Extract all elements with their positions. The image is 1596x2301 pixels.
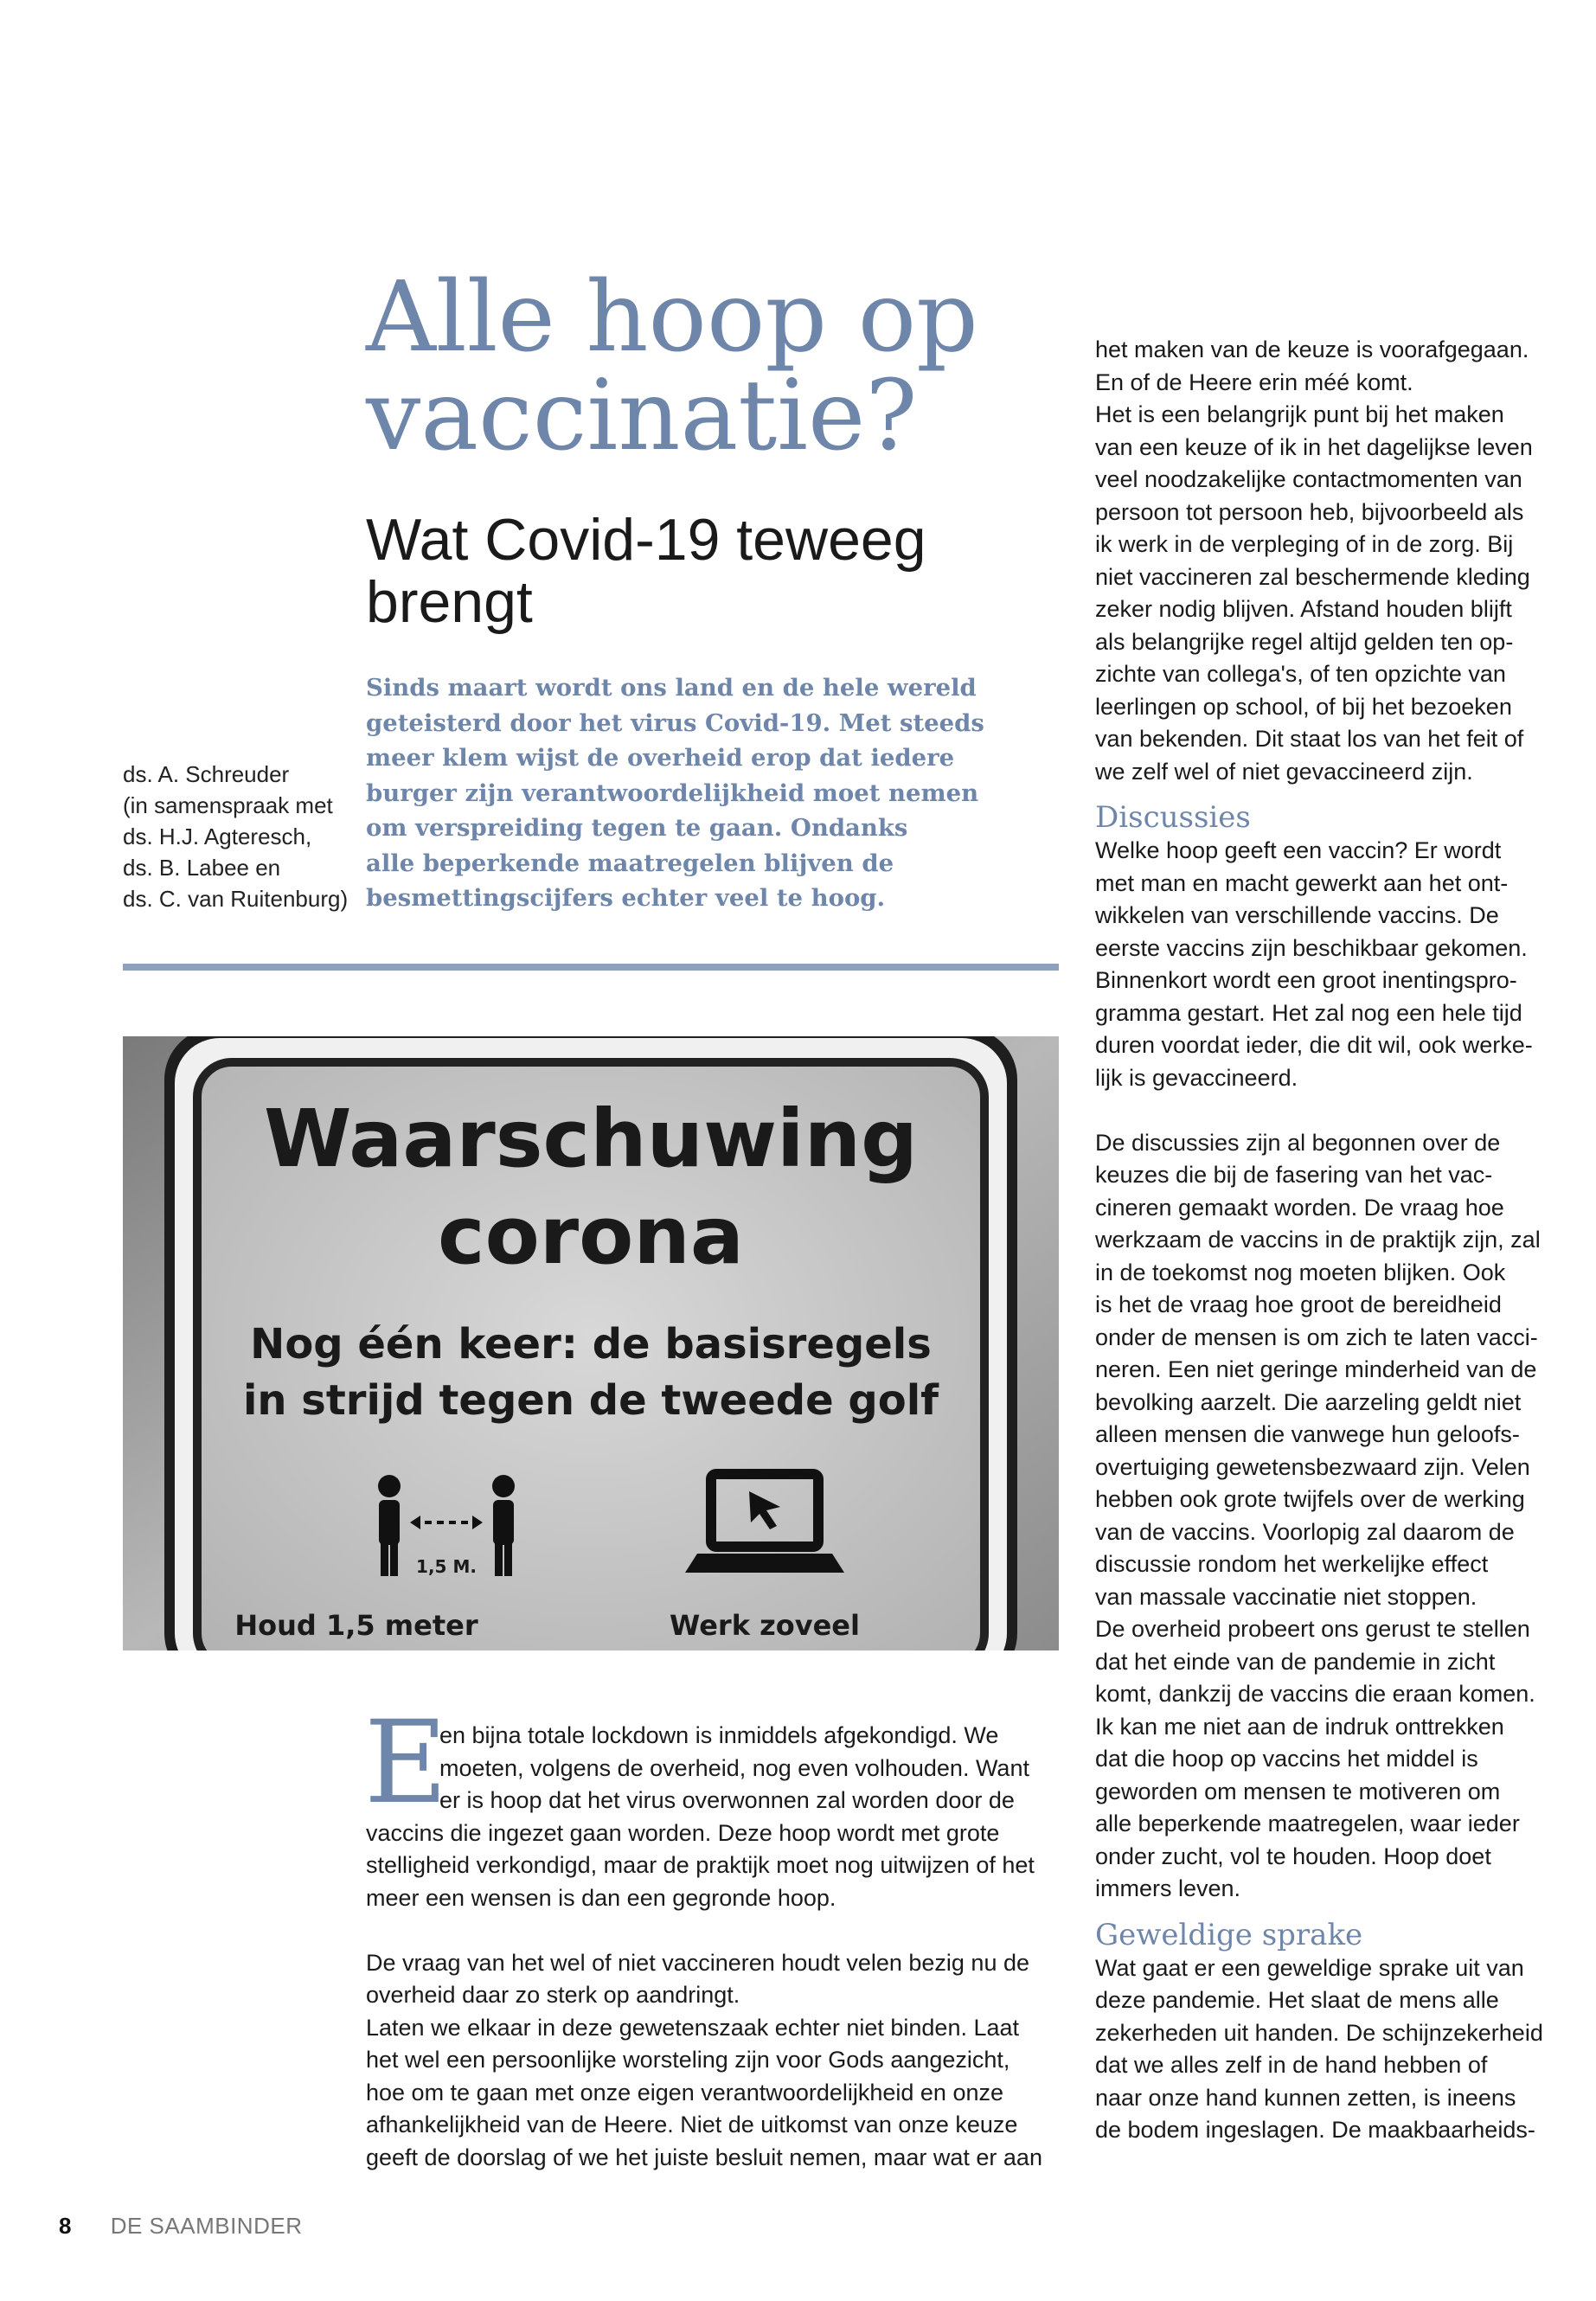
body-line: wikkelen van verschillende vaccins. De: [1095, 902, 1499, 928]
body-line: Wat gaat er een geweldige sprake uit van: [1095, 1954, 1524, 1981]
body-line: Het is een belangrijk punt bij het maken: [1095, 401, 1504, 427]
body-line: het wel een persoonlijke worsteling zijn voor Gods aangezicht,: [366, 2047, 1010, 2073]
body-line: is het de vraag hoe groot de bereidheid: [1095, 1292, 1502, 1317]
body-line: alle beperkende maatregelen, waar ieder: [1095, 1811, 1520, 1836]
body-line: gramma gestart. Het zal nog een hele tijd: [1095, 999, 1522, 1026]
author-line: (in samenspraak met: [123, 792, 333, 818]
corona-sign-photo: [123, 1036, 1059, 1650]
section-heading-geweldige-sprake: Geweldige sprake: [1095, 1917, 1363, 1952]
body-line: keuzes die bij de fasering van het vac-: [1095, 1162, 1493, 1188]
body-line: dat die hoop op vaccins het middel is: [1095, 1746, 1478, 1772]
body-line: dat we alles zelf in de hand hebben of: [1095, 2052, 1488, 2078]
body-line: neren. Een niet geringe minderheid van de: [1095, 1356, 1537, 1382]
sign-line-2: in strijd tegen de tweede golf: [242, 1376, 939, 1425]
right-column-text: [1095, 334, 1562, 2147]
body-line: moeten, volgens de overheid, nog even volhouden. Want: [439, 1754, 1029, 1781]
body-line: overtuiging gewetensbezwaard zijn. Velen: [1095, 1453, 1530, 1480]
body-line: zichte van collega's, of ten opzichte van: [1095, 661, 1506, 687]
body-line: De overheid probeert ons gerust te stellen: [1095, 1616, 1530, 1642]
body-line: er is hoop dat het virus overwonnen zal worden door de: [439, 1787, 1015, 1813]
body-line: overheid daar zo sterk op aandringt.: [366, 1982, 740, 2008]
body-line: En of de Heere erin méé komt.: [1095, 369, 1413, 395]
body-line: hoe om te gaan met onze eigen verantwoordelijkheid en onze: [366, 2079, 1003, 2106]
body-line: en bijna totale lockdown is inmiddels afgekondigd. We: [439, 1722, 999, 1748]
sign-caption-left: Houd 1,5 meter: [234, 1609, 478, 1642]
body-line: geworden om mensen te motiveren om: [1095, 1778, 1501, 1804]
section-heading-discussies: Discussies: [1095, 800, 1251, 835]
body-line: discussie rondom het werkelijke effect: [1095, 1551, 1489, 1577]
body-line: persoon tot persoon heb, bijvoorbeeld als: [1095, 498, 1524, 525]
author-line: ds. A. Schreuder: [123, 761, 290, 787]
body-line: dat het einde van de pandemie in zicht: [1095, 1648, 1496, 1675]
body-line: werkzaam de vaccins in de praktijk zijn, zal: [1095, 1227, 1541, 1253]
subtitle-line: brengt: [366, 569, 533, 635]
body-line: zeker nodig blijven. Afstand houden blijft: [1095, 596, 1512, 622]
paragraph-gap: [1095, 1094, 1562, 1127]
body-line: hebben ook grote twijfels over de werking: [1095, 1486, 1525, 1512]
body-line: vaccins die ingezet gaan worden. Deze hoop wordt met grote: [366, 1819, 1000, 1846]
body-line: lijk is gevaccineerd.: [1095, 1064, 1298, 1091]
body-line: met man en macht gewerkt aan het ont-: [1095, 869, 1509, 896]
drop-cap: E: [364, 1696, 448, 1830]
author-credits: [123, 759, 348, 914]
article-subtitle: [366, 509, 1023, 633]
body-line: van de vaccins. Voorlopig zal daarom de: [1095, 1518, 1515, 1545]
body-line: als belangrijke regel altijd gelden ten op-: [1095, 628, 1514, 655]
sign-illustration: [123, 1036, 1059, 1650]
article-intro: [366, 670, 989, 916]
body-line: onder de mensen is om zich te laten vacci-: [1095, 1324, 1538, 1350]
intro-line: Sinds maart wordt ons land en de hele wereld: [366, 674, 977, 702]
distance-label: 1,5 M.: [416, 1556, 477, 1577]
title-line: vaccinatie?: [366, 360, 918, 472]
sign-caption-right: Werk zoveel: [670, 1609, 860, 1642]
author-line: ds. C. van Ruitenburg): [123, 886, 349, 912]
body-line: we zelf wel of niet gevaccineerd zijn.: [1095, 758, 1473, 785]
body-line: naar onze hand kunnen zetten, is ineens: [1095, 2084, 1516, 2111]
body-line: van massale vaccinatie niet stoppen.: [1095, 1583, 1477, 1610]
subtitle-line: Wat Covid-19 teweeg: [366, 507, 926, 573]
publication-name: DE SAAMBINDER: [110, 2213, 303, 2239]
body-line: het maken van de keuze is voorafgegaan.: [1095, 336, 1529, 362]
body-line: van een keuze of ik in het dagelijkse leven: [1095, 433, 1533, 460]
article-title: [366, 261, 1023, 472]
intro-line: besmettingscijfers echter veel te hoog.: [366, 884, 886, 912]
body-line: geeft de doorslag of we het juiste besluit nemen, maar wat er aan: [366, 2144, 1042, 2170]
left-column-text: [366, 1720, 1058, 2174]
body-line: eerste vaccins zijn beschikbaar gekomen.: [1095, 934, 1528, 961]
body-line: zekerheden uit handen. De schijnzekerheid: [1095, 2019, 1543, 2046]
body-line: bevolking aarzelt. Die aarzeling geldt niet: [1095, 1388, 1522, 1415]
body-line: Binnenkort wordt een groot inentingspro-: [1095, 967, 1517, 993]
intro-line: om verspreiding tegen te gaan. Ondanks: [366, 814, 908, 842]
body-line: cineren gemaakt worden. De vraag hoe: [1095, 1194, 1504, 1221]
sign-line-1: Nog één keer: de basisregels: [250, 1320, 932, 1368]
body-line: komt, dankzij de vaccins die eraan komen.: [1095, 1681, 1535, 1707]
sign-title-1: Waarschuwing: [264, 1093, 918, 1185]
body-line: leerlingen op school, of bij het bezoeken: [1095, 693, 1512, 720]
intro-line: burger zijn verantwoordelijkheid moet nemen: [366, 779, 979, 807]
title-line: Alle hoop op: [366, 261, 978, 374]
body-line: onder zucht, vol te houden. Hoop doet: [1095, 1843, 1491, 1869]
body-line: deze pandemie. Het slaat de mens alle: [1095, 1987, 1499, 2013]
body-line: van bekenden. Dit staat los van het feit of: [1095, 726, 1524, 752]
body-line: Ik kan me niet aan de indruk onttrekken: [1095, 1713, 1504, 1740]
intro-line: meer klem wijst de overheid erop dat iedere: [366, 744, 955, 772]
author-line: ds. B. Labee en: [123, 855, 281, 881]
page-number: 8: [59, 2213, 72, 2239]
section-divider: [123, 964, 1059, 971]
page-footer: [59, 2213, 302, 2239]
body-line: afhankelijkheid van de Heere. Niet de uitkomst van onze keuze: [366, 2112, 1018, 2138]
body-line: ik werk in de verpleging of in de zorg. Bij: [1095, 531, 1514, 557]
intro-line: geteisterd door het virus Covid-19. Met steeds: [366, 708, 984, 737]
body-line: veel noodzakelijke contactmomenten van: [1095, 466, 1522, 492]
body-line: De discussies zijn al begonnen over de: [1095, 1129, 1501, 1156]
body-line: De vraag van het wel of niet vaccineren houdt velen bezig nu de: [366, 1949, 1029, 1976]
body-line: Welke hoop geeft een vaccin? Er wordt: [1095, 837, 1502, 863]
body-line: de bodem ingeslagen. De maakbaarheids-: [1095, 2117, 1535, 2143]
body-line: in de toekomst nog moeten blijken. Ook: [1095, 1259, 1506, 1285]
paragraph-gap: [366, 1914, 1058, 1947]
body-line: immers leven.: [1095, 1875, 1241, 1901]
body-line: duren voordat ieder, die dit wil, ook werke-: [1095, 1032, 1533, 1058]
body-line: Laten we elkaar in deze gewetenszaak echter niet binden. Laat: [366, 2014, 1020, 2041]
body-line: alleen mensen die vanwege hun geloofs-: [1095, 1421, 1520, 1447]
author-line: ds. H.J. Agteresch,: [123, 824, 312, 849]
body-line: stelligheid verkondigd, maar de praktijk moet nog uitwijzen of het: [366, 1852, 1035, 1878]
body-line: niet vaccineren zal beschermende kleding: [1095, 563, 1530, 590]
sign-title-2: corona: [438, 1189, 744, 1282]
intro-line: alle beperkende maatregelen blijven de: [366, 849, 894, 877]
body-line: meer een wensen is dan een gegronde hoop.: [366, 1884, 836, 1911]
